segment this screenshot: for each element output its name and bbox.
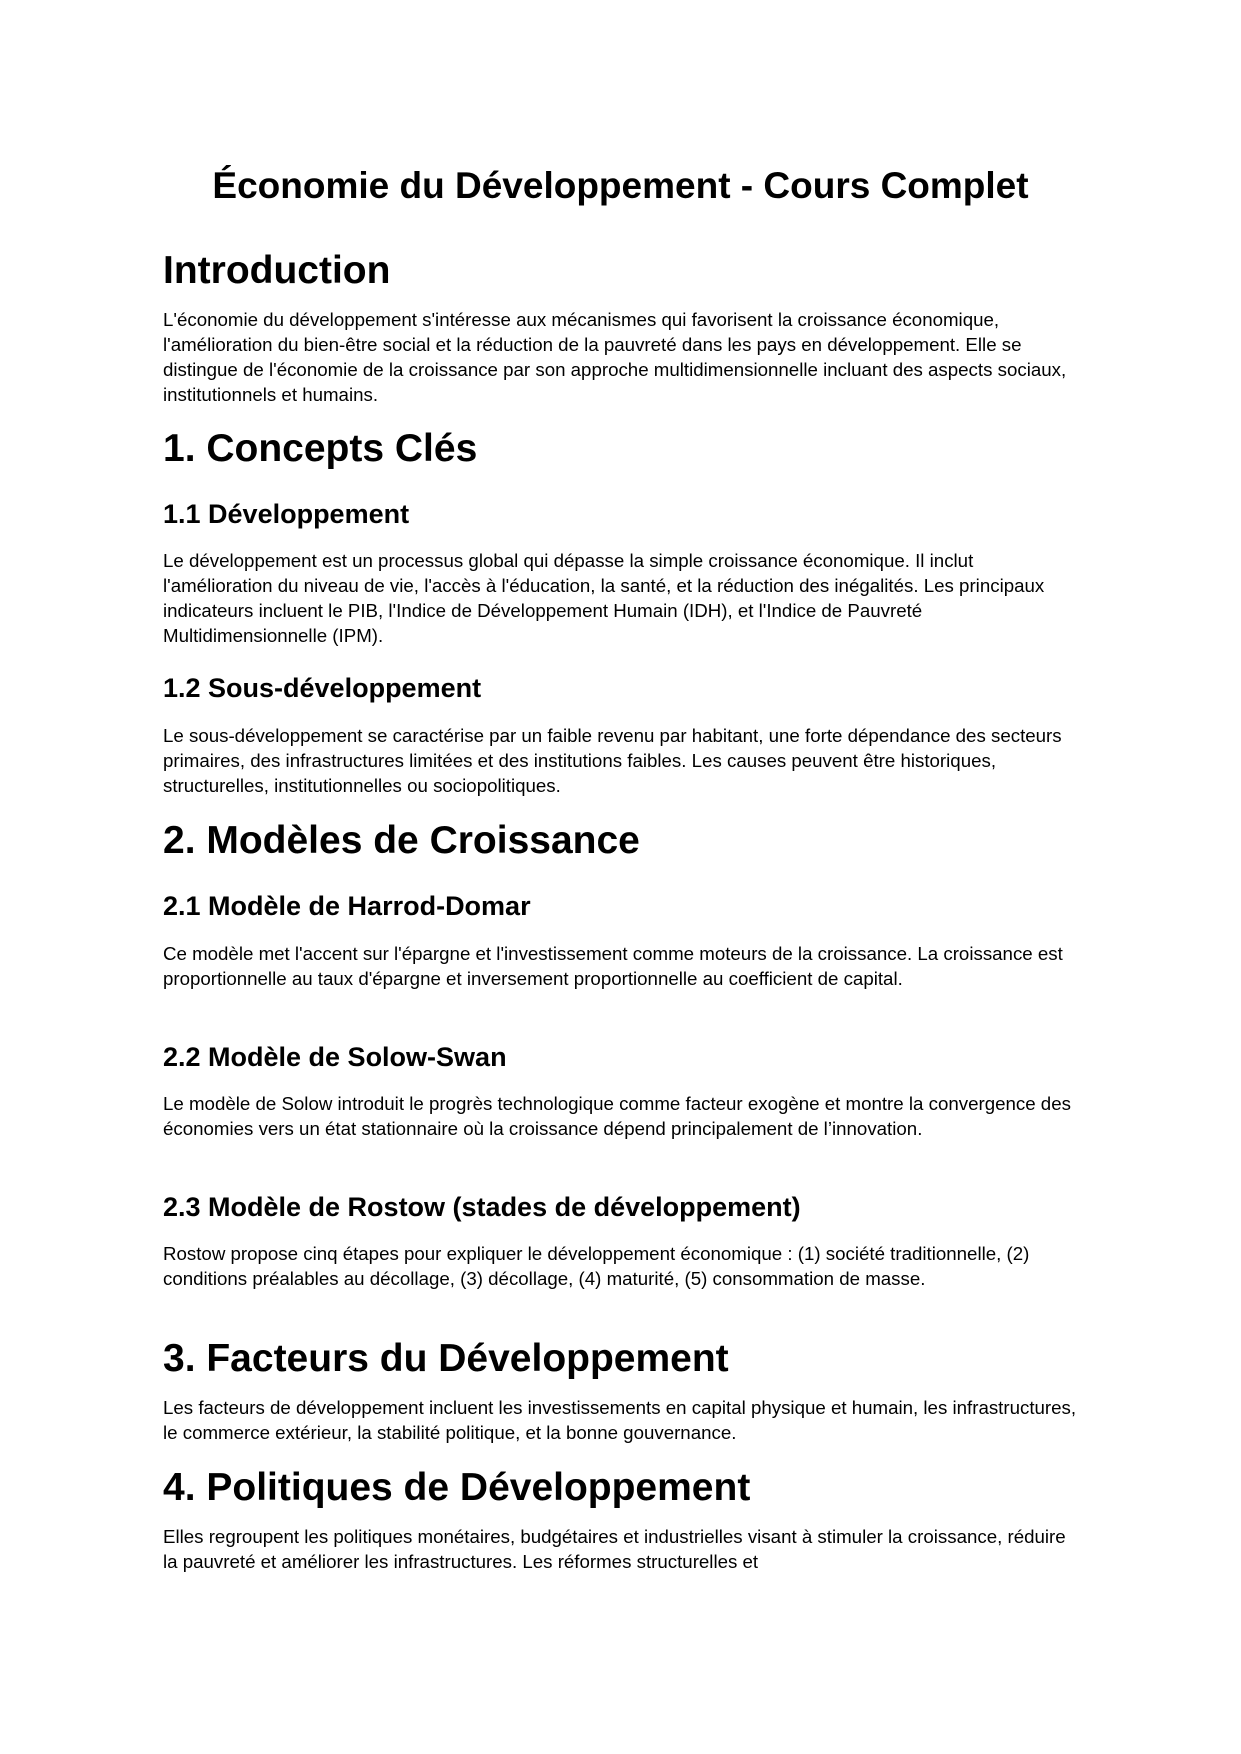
paragraph-section-4: Elles regroupent les politiques monétaires, budgétaires et industrielles visant à stimuler la croissance, réduire la pauvreté et améliorer les infrastructures. Les réformes structurelles et <box>163 1526 1066 1572</box>
paragraph-introduction: L'économie du développement s'intéresse aux mécanismes qui favorisent la croissance économique, l'amélioration du bien-être social et la réduction de la pauvreté dans les pays en développement. Elle se distingue de l'économie de la croissance par son approche multidimensionnelle incluant des aspects sociaux, institutionnels et humains. <box>163 309 1067 405</box>
heading-section-4: 4. Politiques de Développement <box>163 1466 751 1509</box>
paragraph-section-1-2: Le sous-développement se caractérise par un faible revenu par habitant, une forte dépendance des secteurs primaires, des infrastructures limitées et des institutions faibles. Les causes peuvent être historiques, structurelles, institutionnelles ou sociopolitiques. <box>163 725 1062 796</box>
heading-section-2-1: 2.1 Modèle de Harrod-Domar <box>163 891 531 921</box>
heading-section-1-1: 1.1 Développement <box>163 499 410 529</box>
heading-section-1: 1. Concepts Clés <box>163 427 478 470</box>
paragraph-section-2-2: Le modèle de Solow introduit le progrès technologique comme facteur exogène et montre la convergence des économies vers un état stationnaire où la croissance dépend principalement de l’innovation. <box>163 1093 1071 1139</box>
paragraph-section-2-3: Rostow propose cinq étapes pour expliquer le développement économique : (1) société traditionnelle, (2) conditions préalables au décollage, (3) décollage, (4) maturité, (5) consommation de masse. <box>163 1243 1030 1289</box>
paragraph-section-1-1: Le développement est un processus global qui dépasse la simple croissance économique. Il inclut l'amélioration du niveau de vie, l'accès à l'éducation, la santé, et la réduction des inégalités. Les principaux indicateurs incluent le PIB, l'Indice de Développement Humain (IDH), et l'Indice de Pauvreté Multidimensionnelle (IPM). <box>163 550 1045 646</box>
paragraph-section-2-1: Ce modèle met l'accent sur l'épargne et l'investissement comme moteurs de la croissance. La croissance est proportionnelle au taux d'épargne et inversement proportionnelle au coefficient de capital. <box>163 943 1063 989</box>
heading-section-2-3: 2.3 Modèle de Rostow (stades de développement) <box>163 1192 801 1222</box>
heading-introduction: Introduction <box>163 249 391 292</box>
heading-section-1-2: 1.2 Sous-développement <box>163 673 482 703</box>
paragraph-section-3: Les facteurs de développement incluent les investissements en capital physique et humain, les infrastructures, le commerce extérieur, la stabilité politique, et la bonne gouvernance. <box>163 1397 1077 1443</box>
heading-section-3: 3. Facteurs du Développement <box>163 1337 729 1380</box>
heading-section-2-2: 2.2 Modèle de Solow-Swan <box>163 1042 507 1072</box>
document-title: Économie du Développement - Cours Complet <box>212 165 1029 206</box>
heading-section-2: 2. Modèles de Croissance <box>163 819 640 862</box>
